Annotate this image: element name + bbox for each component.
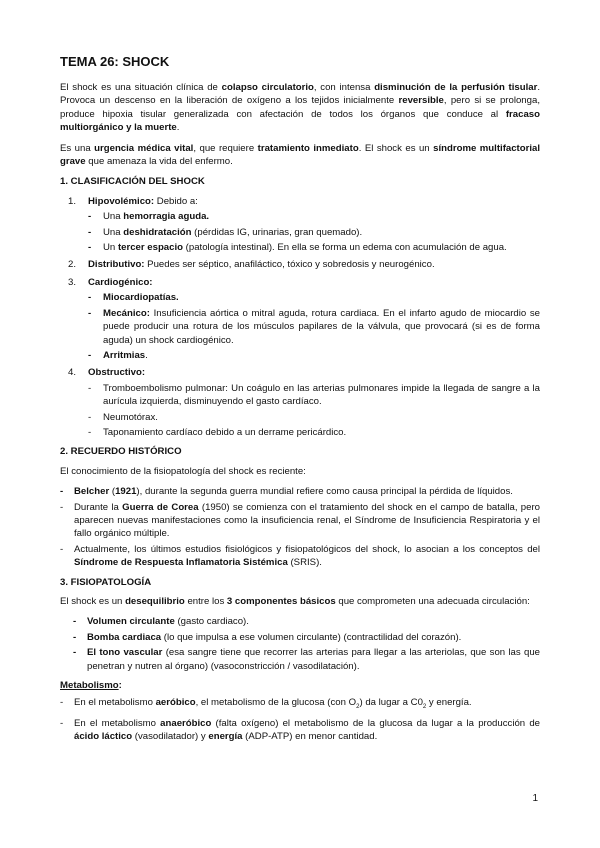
intro-paragraph-2: Es una urgencia médica vital, que requiere tratamiento inmediato. El shock es un síndrome multifactorial grave que amenaza la vida del enfermo.: [60, 142, 541, 168]
document-title: TEMA 26: SHOCK: [60, 54, 170, 69]
list-item: - Taponamiento cardíaco debido a un derrame pericárdico.: [88, 426, 347, 438]
list-item: - Volumen circulante (gasto cardiaco).: [73, 616, 249, 628]
classification-list: [60, 195, 540, 440]
classification-item: 4. Obstructivo: - Tromboembolismo pulmonar: Un coágulo en las arterias pulmonares impide la llegada de sangre a la aurícula izquierda, disminuyendo el gasto cardíaco. - Neumotórax. - Taponamiento cardíaco debido a un derrame pericárdico.: [68, 367, 540, 438]
list-item: - Arritmias.: [88, 349, 148, 361]
list-item: - Mecánico: Insuficiencia aórtica o mitral aguda, rotura cardiaca. En el infarto agudo de miocardio se puede producir una rotura de los músculos papilares de la válvula, que provocará (si es de forma aguda) un shock cardiogénico.: [88, 307, 540, 346]
list-item: - Neumotórax.: [88, 411, 158, 423]
metabolism-list: [60, 696, 540, 743]
metabolism-heading: Metabolismo:: [60, 680, 122, 692]
intro-paragraph-1: El shock es una situación clínica de colapso circulatorio, con intensa disminución de la perfusión tisular. Provoca un descenso en la liberación de oxígeno a los tejidos inicialmente reversible, pero si se prolonga, produce hipoxia tisular generalizada con afectación de todos los órganos que conduce al fracaso multiorgánico y la muerte.: [60, 82, 541, 134]
history-list: [60, 485, 540, 569]
list-item: - Durante la Guerra de Corea (1950) se comienza con el tratamiento del shock en el campo de batalla, pero aparecen nuevas manifestaciones como la insuficiencia renal, el Síndrome de Insuficiencia Respiratoria y el fallo orgánico múltiple.: [60, 501, 540, 540]
list-item: - Una deshidratación (pérdidas IG, urinarias, gran quemado).: [88, 226, 363, 238]
list-item: - En el metabolismo anaeróbico (falta oxígeno) el metabolismo de la glucosa da lugar a la producción de ácido láctico (vasodilatador) y energía (ADP-ATP) en menor cantidad.: [60, 717, 540, 743]
list-item: - Belcher (1921), durante la segunda guerra mundial refiere como causa principal la pérdida de líquidos.: [60, 486, 513, 498]
list-item: - Tromboembolismo pulmonar: Un coágulo en las arterias pulmonares impide la llegada de sangre a la aurícula izquierda, disminuyendo el gasto cardíaco.: [88, 382, 540, 408]
section-heading-recuerdo: 2. RECUERDO HISTÓRICO: [60, 446, 182, 458]
list-item: - Actualmente, los últimos estudios fisiológicos y fisiopatológicos del shock, lo asocian a los conceptos del Síndrome de Respuesta Inflamatoria Sistémica (SRIS).: [60, 543, 540, 569]
section-heading-fisiopatologia: 3. FISIOPATOLOGÍA: [60, 576, 152, 588]
section3-lead: El shock es un desequilibrio entre los 3 componentes básicos que comprometen una adecuada circulación:: [60, 596, 530, 607]
list-item: - Una hemorragia aguda.: [88, 211, 210, 223]
list-item: - En el metabolismo aeróbico, el metabolismo de la glucosa (con $O_2$) da lugar a $C0_2$ y energía.: [60, 697, 472, 711]
classification-item: 3. Cardiogénico: - Miocardiopatías. - Mecánico: Insuficiencia aórtica o mitral aguda, rotura cardiaca. En el infarto agudo de miocardio se puede producir una rotura de los músculos papilares de la válvula, que provocará (si es de forma aguda) un shock cardiogénico. - Arritmias.: [68, 276, 540, 361]
list-item: - Un tercer espacio (patología intestinal). En ella se forma un edema con acumulación de agua.: [88, 242, 507, 254]
section-heading-clasificacion: 1. CLASIFICACIÓN DEL SHOCK: [60, 176, 205, 188]
section2-lead: El conocimiento de la fisiopatología del shock es reciente:: [60, 465, 306, 477]
classification-item: 2. Distributivo: Puedes ser séptico, anafiláctico, tóxico y sobredosis y neurogénico.: [68, 259, 435, 271]
list-item: - Bomba cardiaca (lo que impulsa a ese volumen circulante) (contractilidad del corazón).: [73, 631, 462, 643]
components-list: [60, 615, 540, 673]
classification-item: 1. Hipovolémico: Debido a: - Una hemorragia aguda. - Una deshidratación (pérdidas IG, urinarias, gran quemado). - Un tercer espacio (patología intestinal). En ella se forma un edema con acumulación de agua.: [60, 195, 540, 255]
list-item: - Miocardiopatías.: [88, 292, 179, 304]
list-item: - El tono vascular (esa sangre tiene que recorrer las arterias para llegar a las arteriolas, que son las que penetran y nutren al órgano) (vasoconstricción / vasodilatación).: [73, 647, 540, 672]
document-page: [60, 54, 540, 750]
page-number: 1: [532, 793, 538, 804]
